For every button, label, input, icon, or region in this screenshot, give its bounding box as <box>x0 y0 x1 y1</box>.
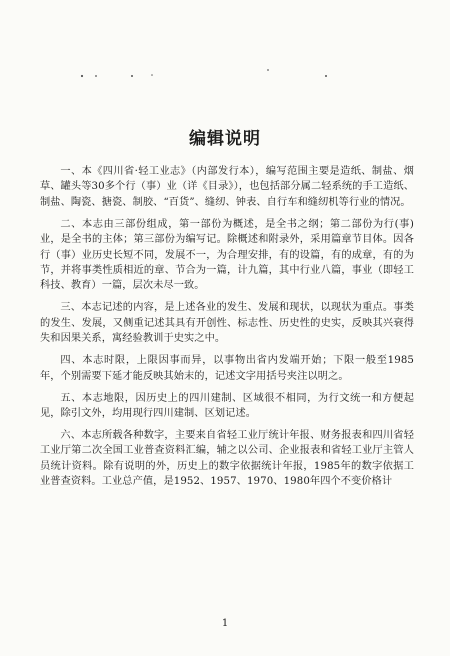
scan-speckles <box>0 0 450 90</box>
paragraph-2: 二、本志由三部份组成，第一部份为概述，是全书之纲；第二部份为行(事)业，是全书的主体；第三部份为编写记。除概述和附录外，采用篇章节目体。因各行（事）业历史长短不同，发展不一，为合理安排，有的设篇，有的成章，有的为节，并将事类性质相近的章、节合为一篇，计九篇，其中行业八篇，事业（即轻工科技、教育）一篇，层次未尽一致。 <box>40 218 414 292</box>
paragraph-3: 三、本志记述的内容，是上述各业的发生、发展和现状，以现状为重点。事类的发生、发展，又侧重记述其具有开创性、标志性、历史性的史实，反映其兴衰得失和因果关系，寓经验教训于史实之中。 <box>40 302 414 345</box>
document-body <box>40 164 414 496</box>
page-title: 编辑说明 <box>189 129 261 149</box>
page-number: 1 <box>221 618 229 629</box>
paragraph-4: 四、本志时限，上限因事而异，以事物出省内发端开始；下限一般至1985年，个别需要下延才能反映其始末的，记述文字用括号夹注以明之。 <box>40 355 414 382</box>
paragraph-5: 五、本志地限，因历史上的四川建制、区域很不相同，为行文统一和方便起见，除引文外，均用现行四川建制、区划记述。 <box>40 392 414 420</box>
paragraph-1: 一、本《四川省·轻工业志》（内部发行本），编写范围主要是造纸、制盐、烟草、罐头等30多个行（事）业（详《目录》），也包括部分属二轻系统的手工造纸、制盐、陶瓷、搪瓷、制胶、“百货”、缝纫、钟表、自行车和缝纫机等行业的情况。 <box>40 166 414 208</box>
paragraph-6: 六、本志所载各种数字，主要来自省轻工业厅统计年报、财务报表和四川省轻工业厅第二次全国工业普查资料汇编，辅之以公司、企业报表和省轻工业厅主管人员统计资料。除有说明的外，历史上的数字依据统计年报，1985年的数字依据工业普查资料。工业总产值，是1952、1957、1970、1980年四个不变价格计 <box>40 430 414 488</box>
